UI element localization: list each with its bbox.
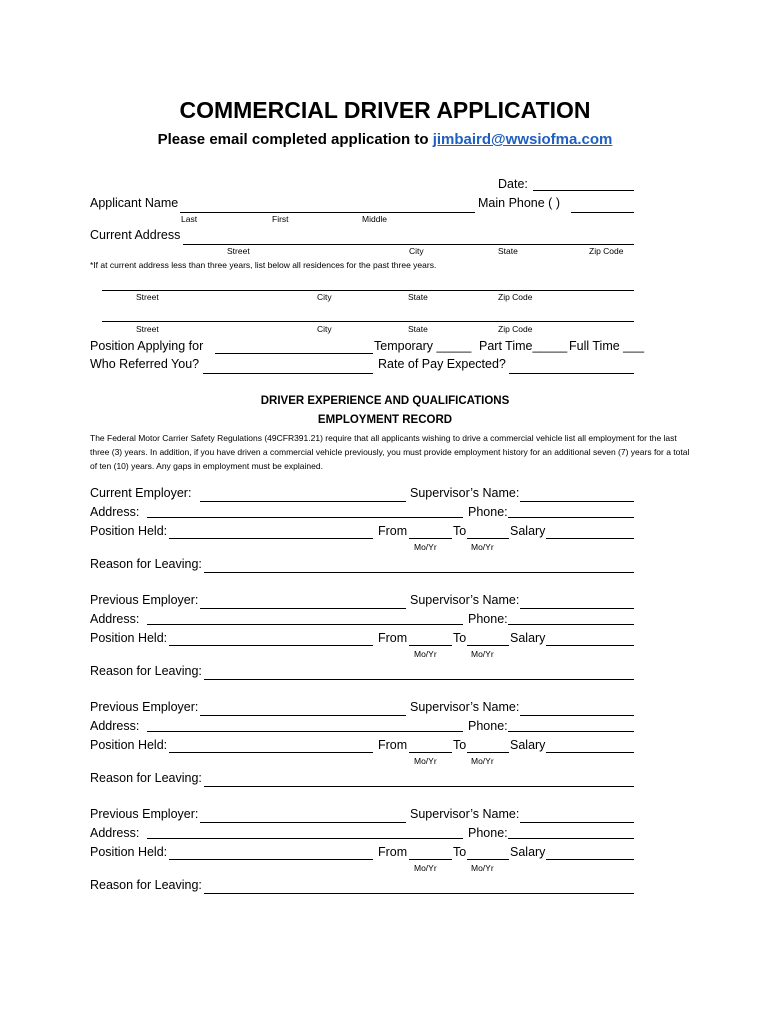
from-field[interactable] bbox=[409, 859, 452, 860]
to-field[interactable] bbox=[467, 645, 509, 646]
to-label: To bbox=[453, 738, 467, 752]
reason-field[interactable] bbox=[204, 893, 634, 894]
current-address-field[interactable] bbox=[183, 244, 634, 245]
position-field[interactable] bbox=[169, 859, 373, 860]
employer-field[interactable] bbox=[200, 822, 406, 823]
address-field[interactable] bbox=[147, 838, 463, 839]
supervisor-label: Supervisor’s Name: bbox=[410, 807, 520, 821]
rate-of-pay-field[interactable] bbox=[509, 373, 634, 374]
name-part-last: Last bbox=[181, 214, 198, 224]
employer-block bbox=[0, 592, 770, 692]
from-label: From bbox=[378, 631, 408, 645]
full-time-option[interactable]: Full Time ___ bbox=[569, 339, 645, 353]
address-label: Address: bbox=[90, 826, 140, 840]
reason-field[interactable] bbox=[204, 786, 634, 787]
address-label: Address: bbox=[90, 719, 140, 733]
position-applying-label: Position Applying for bbox=[90, 339, 204, 353]
subtitle-text: Please email completed application to bbox=[157, 131, 429, 148]
supervisor-field[interactable] bbox=[520, 501, 634, 502]
supervisor-field[interactable] bbox=[520, 608, 634, 609]
employer-field[interactable] bbox=[200, 715, 406, 716]
applicant-name-field[interactable] bbox=[180, 212, 475, 213]
date-label: Date: bbox=[498, 177, 528, 191]
temporary-option[interactable]: Temporary _____ bbox=[374, 339, 472, 353]
current-address-label: Current Address bbox=[90, 228, 181, 242]
supervisor-field[interactable] bbox=[520, 822, 634, 823]
salary-field[interactable] bbox=[546, 538, 634, 539]
mo-yr-to: Mo/Yr bbox=[471, 542, 494, 552]
reason-field[interactable] bbox=[204, 679, 634, 680]
address-field[interactable] bbox=[147, 731, 463, 732]
prior1-zip: Zip Code bbox=[498, 292, 533, 302]
employer-block bbox=[0, 485, 770, 585]
name-part-middle: Middle bbox=[362, 214, 388, 224]
prior1-state: State bbox=[408, 292, 428, 302]
position-applying-field[interactable] bbox=[215, 353, 373, 354]
employer-block bbox=[0, 806, 770, 906]
who-referred-label: Who Referred You? bbox=[90, 357, 200, 371]
mo-yr-to: Mo/Yr bbox=[471, 863, 494, 873]
prior1-street: Street bbox=[136, 292, 159, 302]
reason-label: Reason for Leaving: bbox=[90, 664, 202, 678]
salary-label: Salary bbox=[510, 524, 546, 538]
part-time-option[interactable]: Part Time_____ bbox=[479, 339, 568, 353]
prior1-city: City bbox=[317, 292, 332, 302]
phone-label: Phone: bbox=[468, 612, 508, 626]
phone-field[interactable] bbox=[508, 731, 634, 732]
position-label: Position Held: bbox=[90, 524, 168, 538]
mo-yr-from: Mo/Yr bbox=[414, 863, 437, 873]
employer-label: Current Employer: bbox=[90, 486, 192, 500]
phone-label: Phone: bbox=[468, 719, 508, 733]
address-field[interactable] bbox=[147, 517, 463, 518]
phone-field[interactable] bbox=[508, 517, 634, 518]
phone-label: Phone: bbox=[468, 826, 508, 840]
from-label: From bbox=[378, 845, 408, 859]
employer-field[interactable] bbox=[200, 608, 406, 609]
residence-note: *If at current address less than three years, list below all residences for the past three years. bbox=[90, 260, 437, 270]
address-part-city: City bbox=[409, 246, 424, 256]
rate-of-pay-label: Rate of Pay Expected? bbox=[378, 357, 506, 371]
to-label: To bbox=[453, 631, 467, 645]
prior-address-field-2[interactable] bbox=[102, 321, 634, 322]
phone-label: Phone: bbox=[468, 505, 508, 519]
position-field[interactable] bbox=[169, 645, 373, 646]
salary-label: Salary bbox=[510, 845, 546, 859]
position-field[interactable] bbox=[169, 752, 373, 753]
mo-yr-to: Mo/Yr bbox=[471, 756, 494, 766]
from-field[interactable] bbox=[409, 538, 452, 539]
address-part-state: State bbox=[498, 246, 518, 256]
main-phone-label: Main Phone ( ) bbox=[478, 196, 560, 210]
mo-yr-from: Mo/Yr bbox=[414, 649, 437, 659]
reason-label: Reason for Leaving: bbox=[90, 557, 202, 571]
to-label: To bbox=[453, 845, 467, 859]
supervisor-label: Supervisor’s Name: bbox=[410, 700, 520, 714]
salary-label: Salary bbox=[510, 738, 546, 752]
to-label: To bbox=[453, 524, 467, 538]
employer-label: Previous Employer: bbox=[90, 807, 199, 821]
phone-field[interactable] bbox=[508, 838, 634, 839]
position-label: Position Held: bbox=[90, 631, 168, 645]
address-part-zip: Zip Code bbox=[589, 246, 624, 256]
salary-label: Salary bbox=[510, 631, 546, 645]
to-field[interactable] bbox=[467, 752, 509, 753]
mo-yr-from: Mo/Yr bbox=[414, 756, 437, 766]
position-field[interactable] bbox=[169, 538, 373, 539]
prior2-street: Street bbox=[136, 324, 159, 334]
employer-label: Previous Employer: bbox=[90, 700, 199, 714]
applicant-name-label: Applicant Name bbox=[90, 196, 179, 210]
from-label: From bbox=[378, 738, 408, 752]
phone-field[interactable] bbox=[508, 624, 634, 625]
main-phone-field[interactable] bbox=[571, 212, 634, 213]
reason-field[interactable] bbox=[204, 572, 634, 573]
reason-label: Reason for Leaving: bbox=[90, 771, 202, 785]
prior2-city: City bbox=[317, 324, 332, 334]
address-label: Address: bbox=[90, 505, 140, 519]
from-field[interactable] bbox=[409, 645, 452, 646]
mo-yr-to: Mo/Yr bbox=[471, 649, 494, 659]
employer-block bbox=[0, 699, 770, 799]
page-title: COMMERCIAL DRIVER APPLICATION bbox=[179, 97, 591, 123]
email-link[interactable]: jimbaird@wwsiofma.com bbox=[432, 131, 613, 148]
supervisor-label: Supervisor’s Name: bbox=[410, 593, 520, 607]
supervisor-field[interactable] bbox=[520, 715, 634, 716]
section-subheading: EMPLOYMENT RECORD bbox=[317, 414, 453, 426]
from-label: From bbox=[378, 524, 408, 538]
employer-field[interactable] bbox=[200, 501, 406, 502]
reason-label: Reason for Leaving: bbox=[90, 878, 202, 892]
employer-label: Previous Employer: bbox=[90, 593, 199, 607]
to-field[interactable] bbox=[467, 538, 509, 539]
salary-field[interactable] bbox=[546, 645, 634, 646]
date-field[interactable] bbox=[533, 190, 634, 191]
to-field[interactable] bbox=[467, 859, 509, 860]
who-referred-field[interactable] bbox=[203, 373, 373, 374]
position-label: Position Held: bbox=[90, 738, 168, 752]
page-subtitle bbox=[0, 131, 770, 149]
address-part-street: Street bbox=[227, 246, 250, 256]
salary-field[interactable] bbox=[546, 859, 634, 860]
mo-yr-from: Mo/Yr bbox=[414, 542, 437, 552]
prior2-zip: Zip Code bbox=[498, 324, 533, 334]
address-label: Address: bbox=[90, 612, 140, 626]
section-heading: DRIVER EXPERIENCE AND QUALIFICATIONS bbox=[260, 395, 510, 407]
name-part-first: First bbox=[272, 214, 289, 224]
prior2-state: State bbox=[408, 324, 428, 334]
salary-field[interactable] bbox=[546, 752, 634, 753]
supervisor-label: Supervisor’s Name: bbox=[410, 486, 520, 500]
address-field[interactable] bbox=[147, 624, 463, 625]
from-field[interactable] bbox=[409, 752, 452, 753]
prior-address-field-1[interactable] bbox=[102, 290, 634, 291]
fmcsa-notice: The Federal Motor Carrier Safety Regulations (49CFR391.21) require that all applicants wishing to drive a commercial vehicle list all employment for the last three (3) years. In addition, if you have driven a commercial vehicle previously, you must provide employment history for an additional seven (7) years for a total of ten (10) years. Any gaps in employment must be explained. bbox=[90, 433, 690, 471]
position-label: Position Held: bbox=[90, 845, 168, 859]
